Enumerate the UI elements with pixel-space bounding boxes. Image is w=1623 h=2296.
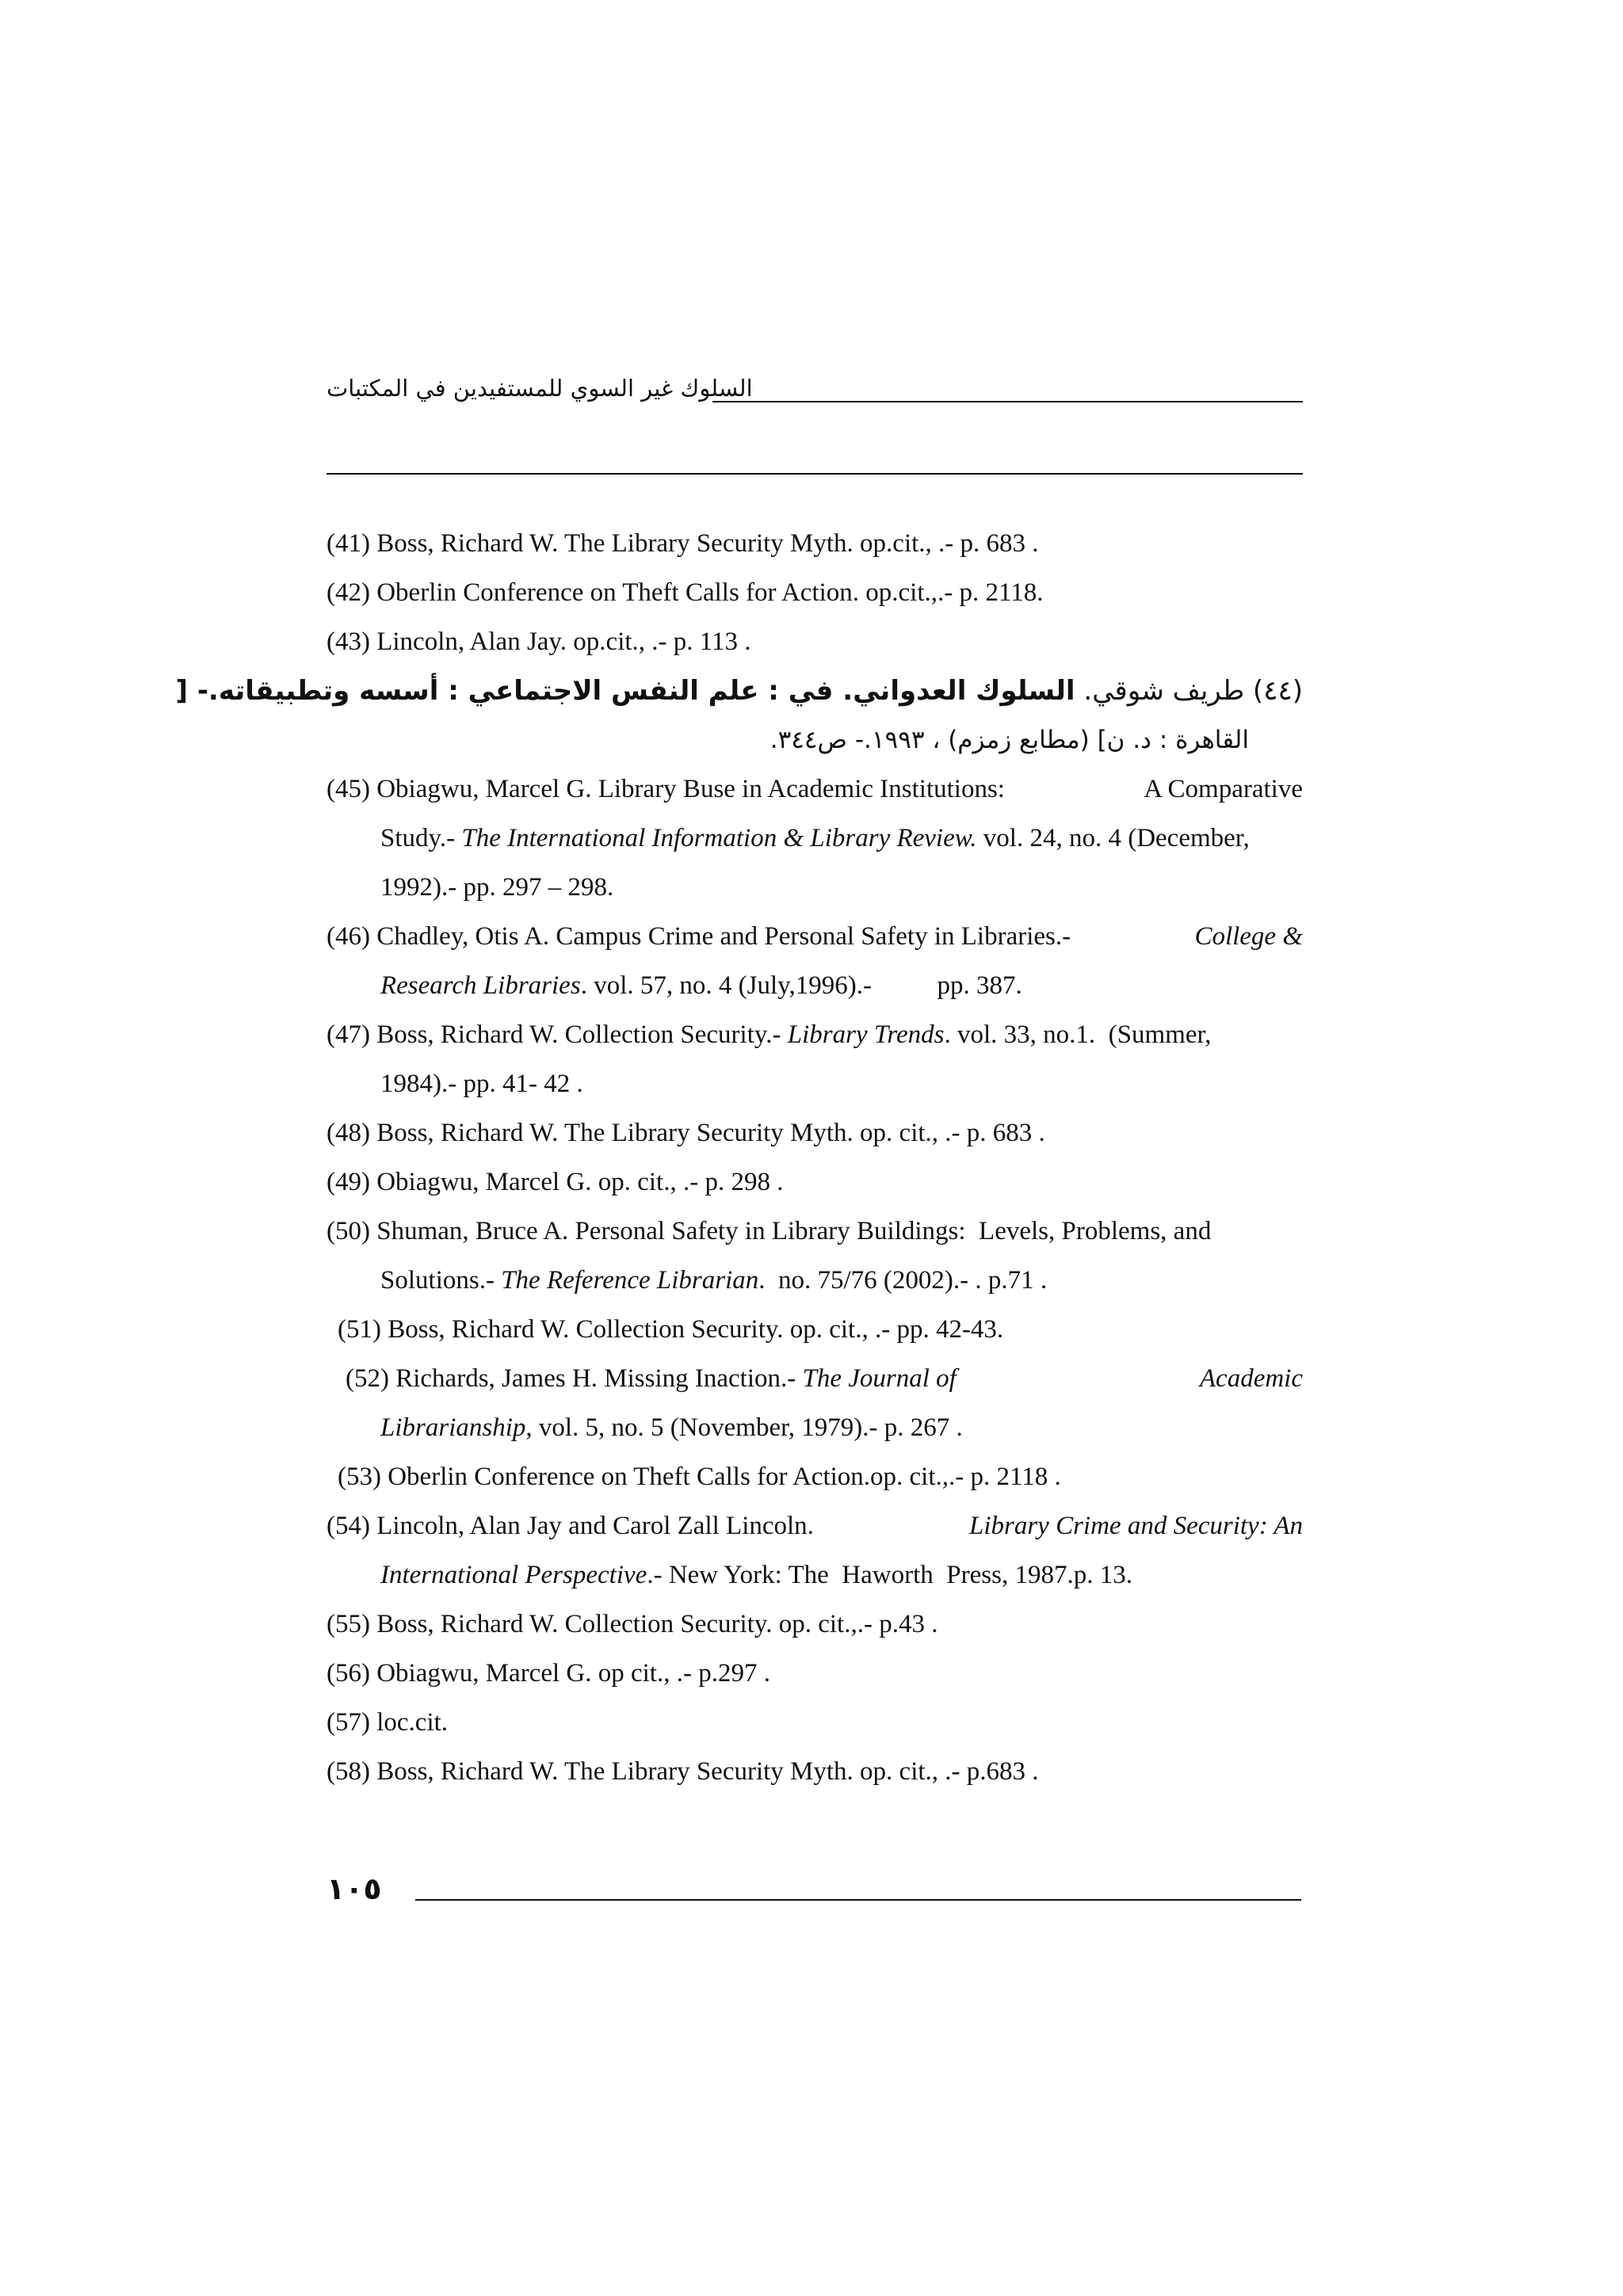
- note-47-line-1-a: (47) Boss, Richard W. Collection Security.-: [327, 1020, 788, 1049]
- note-45-journal: The International Information & Library Review.: [461, 824, 977, 852]
- note-49: (49) Obiagwu, Marcel G. op. cit., .- p. 298 .: [327, 1168, 784, 1196]
- note-46-journal-part-1: College &: [1194, 922, 1303, 951]
- note-44-author: (٤٤) طريف شوقي.: [1075, 675, 1303, 707]
- note-45-line-2-a: Study.-: [380, 824, 462, 852]
- note-46-line-2: [327, 961, 1303, 1010]
- note-44-line-2: القاهرة : د. ن] (مطابع زمزم) ، ١٩٩٣.- ص٣٤٤.: [769, 726, 1249, 754]
- note-54-line-1-a: (54) Lincoln, Alan Jay and Carol Zall Lincoln.: [327, 1512, 814, 1540]
- note-45-line-1-left: (45) Obiagwu, Marcel G. Library Buse in Academic Institutions:: [327, 775, 1005, 803]
- note-47-line-2: 1984).- pp. 41- 42 .: [380, 1070, 583, 1098]
- note-50-line-1: (50) Shuman, Bruce A. Personal Safety in Library Buildings: Levels, Problems, and: [327, 1217, 1212, 1245]
- note-55: (55) Boss, Richard W. Collection Security. op. cit.,.- p.43 .: [327, 1610, 938, 1638]
- note-46: [327, 912, 1303, 1010]
- note-46-journal-part-2: Research Libraries: [380, 971, 581, 1000]
- note-44: [175, 666, 1303, 765]
- note-45: [327, 765, 1303, 912]
- note-51: (51) Boss, Richard W. Collection Security. op. cit., .- pp. 42-43.: [338, 1315, 1004, 1344]
- note-54-line-2: [327, 1550, 1303, 1600]
- note-46-line-1: [327, 912, 1303, 961]
- note-45-line-3: 1992).- pp. 297 – 298.: [380, 873, 614, 902]
- note-42: (42) Oberlin Conference on Theft Calls for Action. op.cit.,.- p. 2118.: [327, 578, 1044, 607]
- note-41: (41) Boss, Richard W. The Library Security Myth. op.cit., .- p. 683 .: [327, 529, 1039, 558]
- note-45-line-1-right: A Comparative: [1144, 775, 1303, 803]
- header-underline: [712, 401, 1303, 402]
- note-45-line-2: [327, 814, 1303, 863]
- note-54: [327, 1501, 1303, 1600]
- page-number: ١٠٥: [327, 1871, 382, 1906]
- note-50-journal: The Reference Librarian: [501, 1266, 759, 1295]
- note-45-line-1: [327, 765, 1303, 814]
- note-54-line-1: [327, 1501, 1303, 1550]
- note-47-line-1: [327, 1010, 1303, 1059]
- note-54-book-title-part-2: International Perspective: [380, 1561, 647, 1589]
- note-52-line-2: [327, 1403, 1303, 1452]
- note-52-line-1: [327, 1354, 1303, 1403]
- note-47-journal: Library Trends: [787, 1020, 945, 1049]
- note-50-line-2-a: Solutions.-: [380, 1266, 502, 1295]
- note-56: (56) Obiagwu, Marcel G. op cit., .- p.297 .: [327, 1659, 770, 1688]
- note-47-line-1-b: . vol. 33, no.1. (Summer,: [944, 1020, 1212, 1049]
- note-44-title: السلوك العدواني. في : علم النفس الاجتماعي : أسسه وتطبيقاته.- [: [175, 675, 1075, 707]
- note-52-line-1-a: (52) Richards, James H. Missing Inaction.-: [346, 1364, 803, 1393]
- note-52-journal-part-1: The Journal of: [802, 1364, 957, 1393]
- note-54-line-2-b: .- New York: The Haworth Press, 1987.p. 13.: [647, 1561, 1132, 1589]
- note-53: (53) Oberlin Conference on Theft Calls for Action.op. cit.,.- p. 2118 .: [338, 1463, 1061, 1491]
- note-50: [327, 1207, 1303, 1305]
- note-48: (48) Boss, Richard W. The Library Security Myth. op. cit., .- p. 683 .: [327, 1119, 1045, 1147]
- note-58: (58) Boss, Richard W. The Library Security Myth. op. cit., .- p.683 .: [327, 1757, 1039, 1786]
- note-54-book-title-part-1: Library Crime and Security: An: [968, 1512, 1303, 1540]
- running-header: [327, 372, 1303, 410]
- note-50-line-2-b: . no. 75/76 (2002).- . p.71 .: [758, 1266, 1048, 1295]
- footer-rule: [415, 1899, 1301, 1901]
- note-57: (57) loc.cit.: [327, 1708, 449, 1737]
- header-rule: [327, 473, 1303, 475]
- note-46-line-2-b: . vol. 57, no. 4 (July,1996).- pp. 387.: [580, 971, 1022, 1000]
- note-44-line-1: [175, 666, 1303, 715]
- note-45-line-2-b: vol. 24, no. 4 (December,: [976, 824, 1250, 852]
- note-43: (43) Lincoln, Alan Jay. op.cit., .- p. 113 .: [327, 627, 751, 656]
- notes-list: [175, 519, 1303, 1796]
- note-50-line-2: [327, 1256, 1303, 1305]
- note-52: [327, 1354, 1303, 1452]
- note-46-line-1-a: (46) Chadley, Otis A. Campus Crime and Personal Safety in Libraries.-: [327, 922, 1071, 951]
- running-header-title: السلوك غير السوي للمستفيدين في المكتبات: [327, 375, 753, 402]
- note-52-line-2-b: , vol. 5, no. 5 (November, 1979).- p. 267 .: [525, 1413, 963, 1442]
- note-47: [327, 1010, 1303, 1108]
- note-52-journal-part-3: Librarianship: [380, 1413, 526, 1442]
- note-52-journal-part-2: Academic: [1199, 1364, 1303, 1393]
